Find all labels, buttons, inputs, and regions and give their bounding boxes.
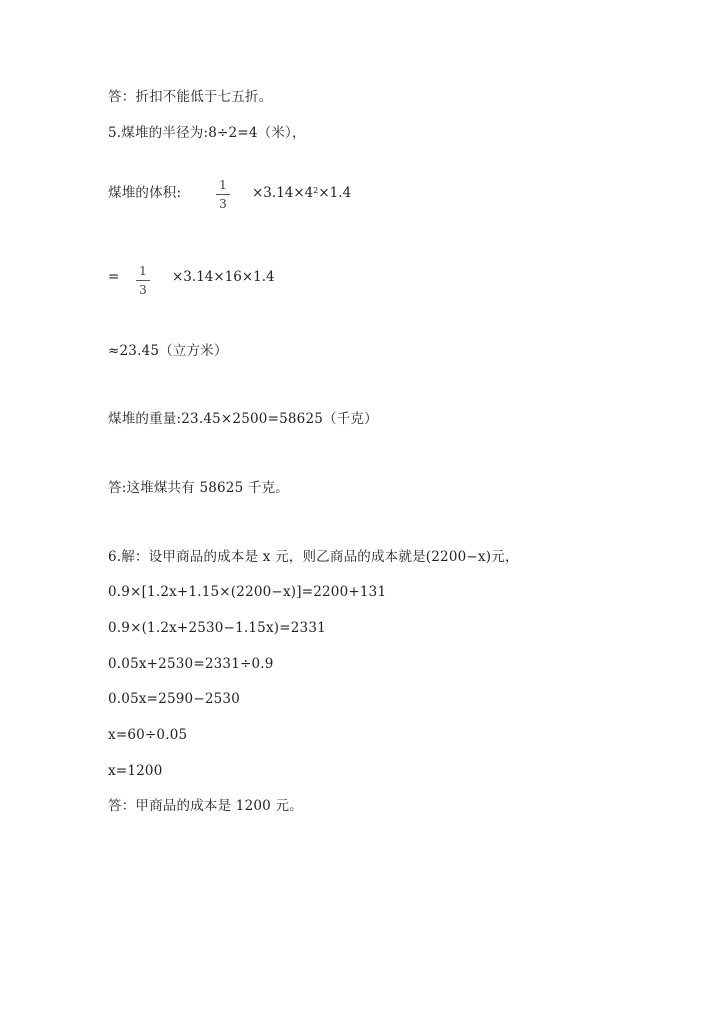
fraction-bar [216,194,230,195]
fraction-one-third [216,178,230,211]
fraction-denominator: 3 [219,197,227,211]
q6-step4: 0.05x=2590−2530 [108,691,241,707]
q5-radius-line: 5.煤堆的半径为:8÷2=4（米）， [108,125,306,141]
fraction-numerator-2: 1 [139,264,147,278]
q5-volume-exponent: 2 [313,186,319,195]
q6-step6: x=1200 [108,763,163,779]
q5-volume-expr-a: ×3.14×4 [252,185,314,201]
q5-weight-line: 煤堆的重量:23.45×2500=58625（千克） [108,411,378,427]
q6-step3: 0.05x+2530=2331÷0.9 [108,656,274,672]
q6-answer-line: 答：甲商品的成本是 1200 元。 [108,798,303,814]
fraction-numerator: 1 [219,178,227,192]
q5-answer-line: 答:这堆煤共有 58625 千克。 [108,480,289,496]
q5-approx-line: ≈23.45（立方米） [108,343,228,359]
q5-volume-expression [252,184,351,202]
q6-step1: 0.9×[1.2x+1.15×(2200−x)]=2200+131 [108,584,387,600]
q5-volume-expr-b: ×1.4 [318,185,352,201]
q5-volume-label: 煤堆的体积: [108,185,182,201]
q6-step2: 0.9×(1.2x+2530−1.15x)=2331 [108,620,326,636]
answer-q4: 答：折扣不能低于七五折。 [108,89,273,105]
q6-step5: x=60÷0.05 [108,727,188,743]
q6-intro-line: 6.解：设甲商品的成本是 x 元，则乙商品的成本就是(2200−x)元， [108,549,519,565]
fraction-denominator-2: 3 [139,283,147,297]
q5-eq-sign: = [108,269,120,285]
fraction-one-third-2 [136,264,150,297]
fraction-bar-2 [136,280,150,281]
q5-eq-expression: ×3.14×16×1.4 [172,269,275,285]
